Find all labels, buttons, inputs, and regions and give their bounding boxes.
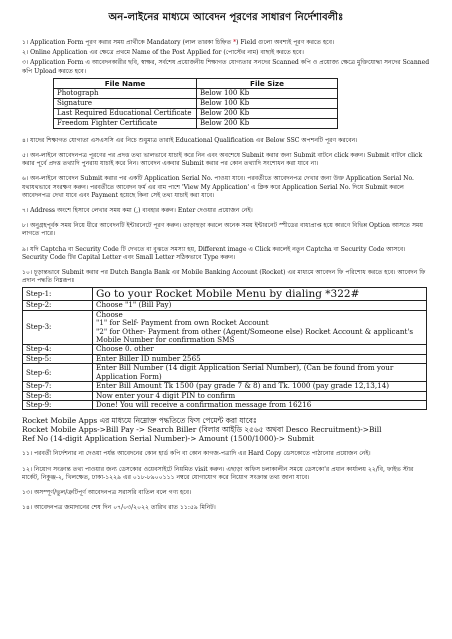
file-size-header: File Size xyxy=(197,78,338,88)
table-header-row xyxy=(54,78,338,88)
instruction-item-14: ১৪। আবেদনপত্র জমাদানের শেষ দিন ০৭/০৩/২০২২ তারিখ রাত ১১:৫৯ মিনিট। xyxy=(22,504,216,512)
table-row xyxy=(23,400,427,409)
table-row xyxy=(23,345,427,354)
payment-steps-table xyxy=(22,287,427,410)
step-line: "1" for Self- Payment from own Rocket Account xyxy=(96,318,269,328)
step-text: Enter Biller ID number 2565 xyxy=(93,354,427,363)
step-label: Step-3: xyxy=(23,310,93,345)
mandatory-star: * xyxy=(233,39,237,46)
table-row xyxy=(54,118,338,128)
table-row xyxy=(54,88,338,98)
instruction-item-5: ৫। অন-লাইনে আবেদনপত্র পূরণের পর প্রদত্ত তথ্য ভালভাবে যাচাই করে নিন এবং অবশেষে Submit করার জন্য Submit বাটনে click করুন। Submit বাটনে click করার পূর্বে প্রদত্ত তথ্যাদি পুনরায় যাচাই করে নিন। আবেদন একবার Submit করার পর কোন তথ্যাদি সংশোধন করা যাবে না। xyxy=(22,152,423,168)
step-label: Step-8: xyxy=(23,391,93,400)
file-name-cell: Freedom Fighter Certificate xyxy=(54,118,197,128)
instruction-item-6: ৬। অন-লাইনে আবেদন Submit করার পর একটি Application Serial No. পাওয়া যাবে। পরবর্তীতে আবেদনপত্র দেখার জন্য উক্ত Application Serial No. যথাযথভাবে সংরক্ষণ করুন। পরবর্তীতে আবেদন ফর্ম এর বাম পাশে 'View My Application' এ ক্লিক করে Application Serial No. দিয়ে Submit করলে আবেদনপত্র দেখা যাবে এবং Payment হয়েছে কিনা সেই তথ্য যাচাই করা যাবে। xyxy=(22,175,414,199)
step-label: Step-7: xyxy=(23,382,93,391)
instruction-item-9: ৯। যদি Captcha বা Security Code টি দেখতে বা বুঝতে সমস্যা হয়, Different image এ Click করলেই নতুন Captcha বা Security Code আসবে। Security Code টির Capital Letter এবং Small Letter সঠিকভাবে Type করুন। xyxy=(22,245,406,261)
file-size-cell: Below 100 Kb xyxy=(197,88,338,98)
step-text: Now enter your 4 digit PIN to confirm xyxy=(93,391,427,400)
table-row xyxy=(23,364,427,382)
instruction-item-1: ১। Application Form পূরণ করার সময় প্রার্থীকে Mandatory (লাল তারকা চিহ্নিত *) Field গুলো অবশ্যই পূরণ করতে হবে। xyxy=(22,39,335,46)
step-text: Done! You will receive a confirmation message from 16216 xyxy=(93,400,427,409)
step-label: Step-9: xyxy=(23,400,93,409)
instruction-item-8: ৮। অনুগ্রহপূর্বক সময় নিয়ে ধীরে আবেদনটি ইন্টারনেটে পূরণ করুন। তাড়াহুড়া করলে অনেক সময় ইন্টারনেট স্পীডের বাধাপ্রাপ্ত হয়ে কারণে বিভিন্ন Option আসতে সময় লাগতে পারে। xyxy=(22,222,423,238)
file-name-cell: Photograph xyxy=(54,88,197,98)
table-row xyxy=(23,382,427,391)
instruction-item-4: ৪। যাদের শিক্ষাগত যোগ্যতা এসএসসি এর নিচে শুধুমাত্র তারাই Educational Qualification এর Below SSC অপশনটি পূরণ করবেন। xyxy=(22,136,358,144)
table-row xyxy=(54,108,338,118)
table-row xyxy=(23,310,427,345)
page-title: অন-লাইনের মাধ্যমে আবেদন পূরণের সাধারণ নির্দেশাবলীঃ xyxy=(108,12,344,23)
file-size-cell: Below 200 Kb xyxy=(197,108,338,118)
step-text: Choose 0. other xyxy=(93,345,427,354)
rocket-app-intro: Rocket Mobile Apps এর মাধ্যমে নিম্নোক্ত পদ্ধতিতে ফিস পেমেন্ট করা যাবেঃ xyxy=(22,416,257,426)
step-label: Step-4: xyxy=(23,345,93,354)
file-name-cell: Signature xyxy=(54,98,197,108)
table-row xyxy=(23,301,427,310)
rocket-app-path-line-2: Ref No (14-digit Application Serial Number)-> Amount (1500/1000)-> Submit xyxy=(22,434,315,444)
file-size-cell: Below 200 Kb xyxy=(197,118,338,128)
step-text: Go to your Rocket Mobile Menu by dialing *322# xyxy=(93,288,427,301)
step-text: Choose "1" (Bill Pay) xyxy=(93,301,427,310)
table-row xyxy=(23,288,427,301)
file-name-header: File Name xyxy=(54,78,197,88)
step-text: Enter Bill Amount Tk 1500 (pay grade 7 & 8) and Tk. 1000 (pay grade 12,13,14) xyxy=(93,382,427,391)
file-name-cell: Last Required Educational Certificate xyxy=(54,108,197,118)
instruction-item-10: ১০। চূড়ান্তভাবে Submit করার পর Dutch Bangla Bank এর Mobile Banking Account (Rocket) এর মাধ্যমে আবেদন ফি পরিশোধ করতে হবে। আবেদন ফি প্রদান পদ্ধতি নিম্নরূপঃ xyxy=(22,269,426,285)
instruction-item-12: ১২। নিয়োগ সংক্রান্ত তথ্য পাওয়ার জন্য ডেসকোর ওয়েবসাইটে নিয়মিত visit করুন। এছাড়া অফিস চলাকালীন সময়ে ডেসকো'র প্রধান কার্যালয় ২২/বি, ফাইভ স্টার মার্কেট, নিকুঞ্জ-২, খিলক্ষেত, ঢাকা-১২২৯ এর ০১৮-৮৯০০১১১ নম্বরে যোগাযোগ করে নিয়োগ সংক্রান্ত তথ্য জানা যাবে। xyxy=(22,465,414,481)
file-size-table xyxy=(53,78,338,129)
file-size-cell: Below 100 Kb xyxy=(197,98,338,108)
rocket-app-path-line-1: Rocket Mobile Apps->Bill Pay -> Search Biller (বিলার আইডি ২৫৬৫ অথবা Desco Recruitment)->Bill xyxy=(22,425,382,435)
step-line: Choose xyxy=(96,309,123,319)
step-line: "2" for Other- Payment from other (Agent/Someone else) Rocket Account & applicant's Mobile Number for confirmation SMS xyxy=(96,326,414,345)
step-label: Step-5: xyxy=(23,354,93,363)
step-label: Step-2: xyxy=(23,301,93,310)
step-label: Step-6: xyxy=(23,364,93,382)
instruction-item-3: ৩। Application Form এ আবেদনকারীর ছবি, স্বাক্ষর, সর্বশেষ প্রয়োজনীয় শিক্ষাগত যোগ্যতার সনদের Scanned কপি ও প্রয়োজ্য ক্ষেত্রে মুক্তিযোদ্ধা সনদের Scanned কপি Upload করতে হবে। xyxy=(22,59,430,75)
step-label: Step-1: xyxy=(23,288,93,301)
instruction-item-11: ১১। পরবর্তী নির্দেশনার না দেওয়া পর্যন্ত আবেদনের কোন হার্ড কপি বা কোন কাগজ-পত্রাদি এর Hard Copy ডেসকোতে পাঠানোর প্রয়োজন নেই। xyxy=(22,450,371,458)
table-row xyxy=(54,98,338,108)
step-text: Enter Bill Number (14 digit Application Serial Number), (Can be found from your Application Form) xyxy=(93,364,427,382)
instruction-item-2: ২। Online Application এর ক্ষেত্রে প্রথমে Name of the Post Applied for (পোস্টের নাম) বাছাই করতে হবে। xyxy=(22,49,304,57)
table-row xyxy=(23,391,427,400)
step-text xyxy=(93,310,427,345)
instruction-item-7: ৭। Address অংশে হিসাবে লেখার সময় কমা (,) ব্যবহার করুন। Enter দেওয়ার প্রয়োজন নেই। xyxy=(22,207,253,215)
instruction-item-13: ১৩। অসম্পূর্ণ/ভুল/ত্রুটিপূর্ণ আবেদনপত্র সরাসরি বাতিল বলে গণ্য হবে। xyxy=(22,488,192,496)
